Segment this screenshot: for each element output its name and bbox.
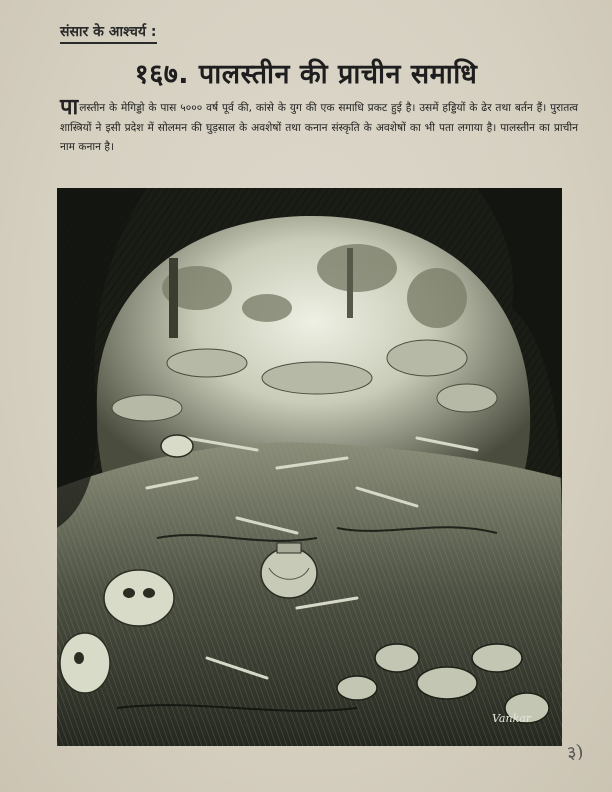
drop-cap: पा [60,95,79,120]
page-number: ३) [565,740,585,765]
series-label: संसार के आश्चर्य : [60,22,157,44]
page-title: १६७. पालस्तीन की प्राचीन समाधि [134,59,478,90]
tomb-illustration [57,188,562,746]
article-text [60,95,578,158]
artist-signature: Vankar [492,712,532,725]
article-paragraph: लस्तीन के मेगिड्डो के पास ५००० वर्ष पूर्व की, कांसे के युग की एक समाधि प्रकट हुई है। उसमें हड्डियों के ढेर तथा बर्तन हैं। पुरातत्व शास्त्रियों ने इसी प्रदेश में सोलमन की घुड़साल के अवशेषों तथा कनान संस्कृति के अवशेषों का भी पता लगाया है। पालस्तीन का प्राचीन नाम कनान है। [60,102,578,153]
